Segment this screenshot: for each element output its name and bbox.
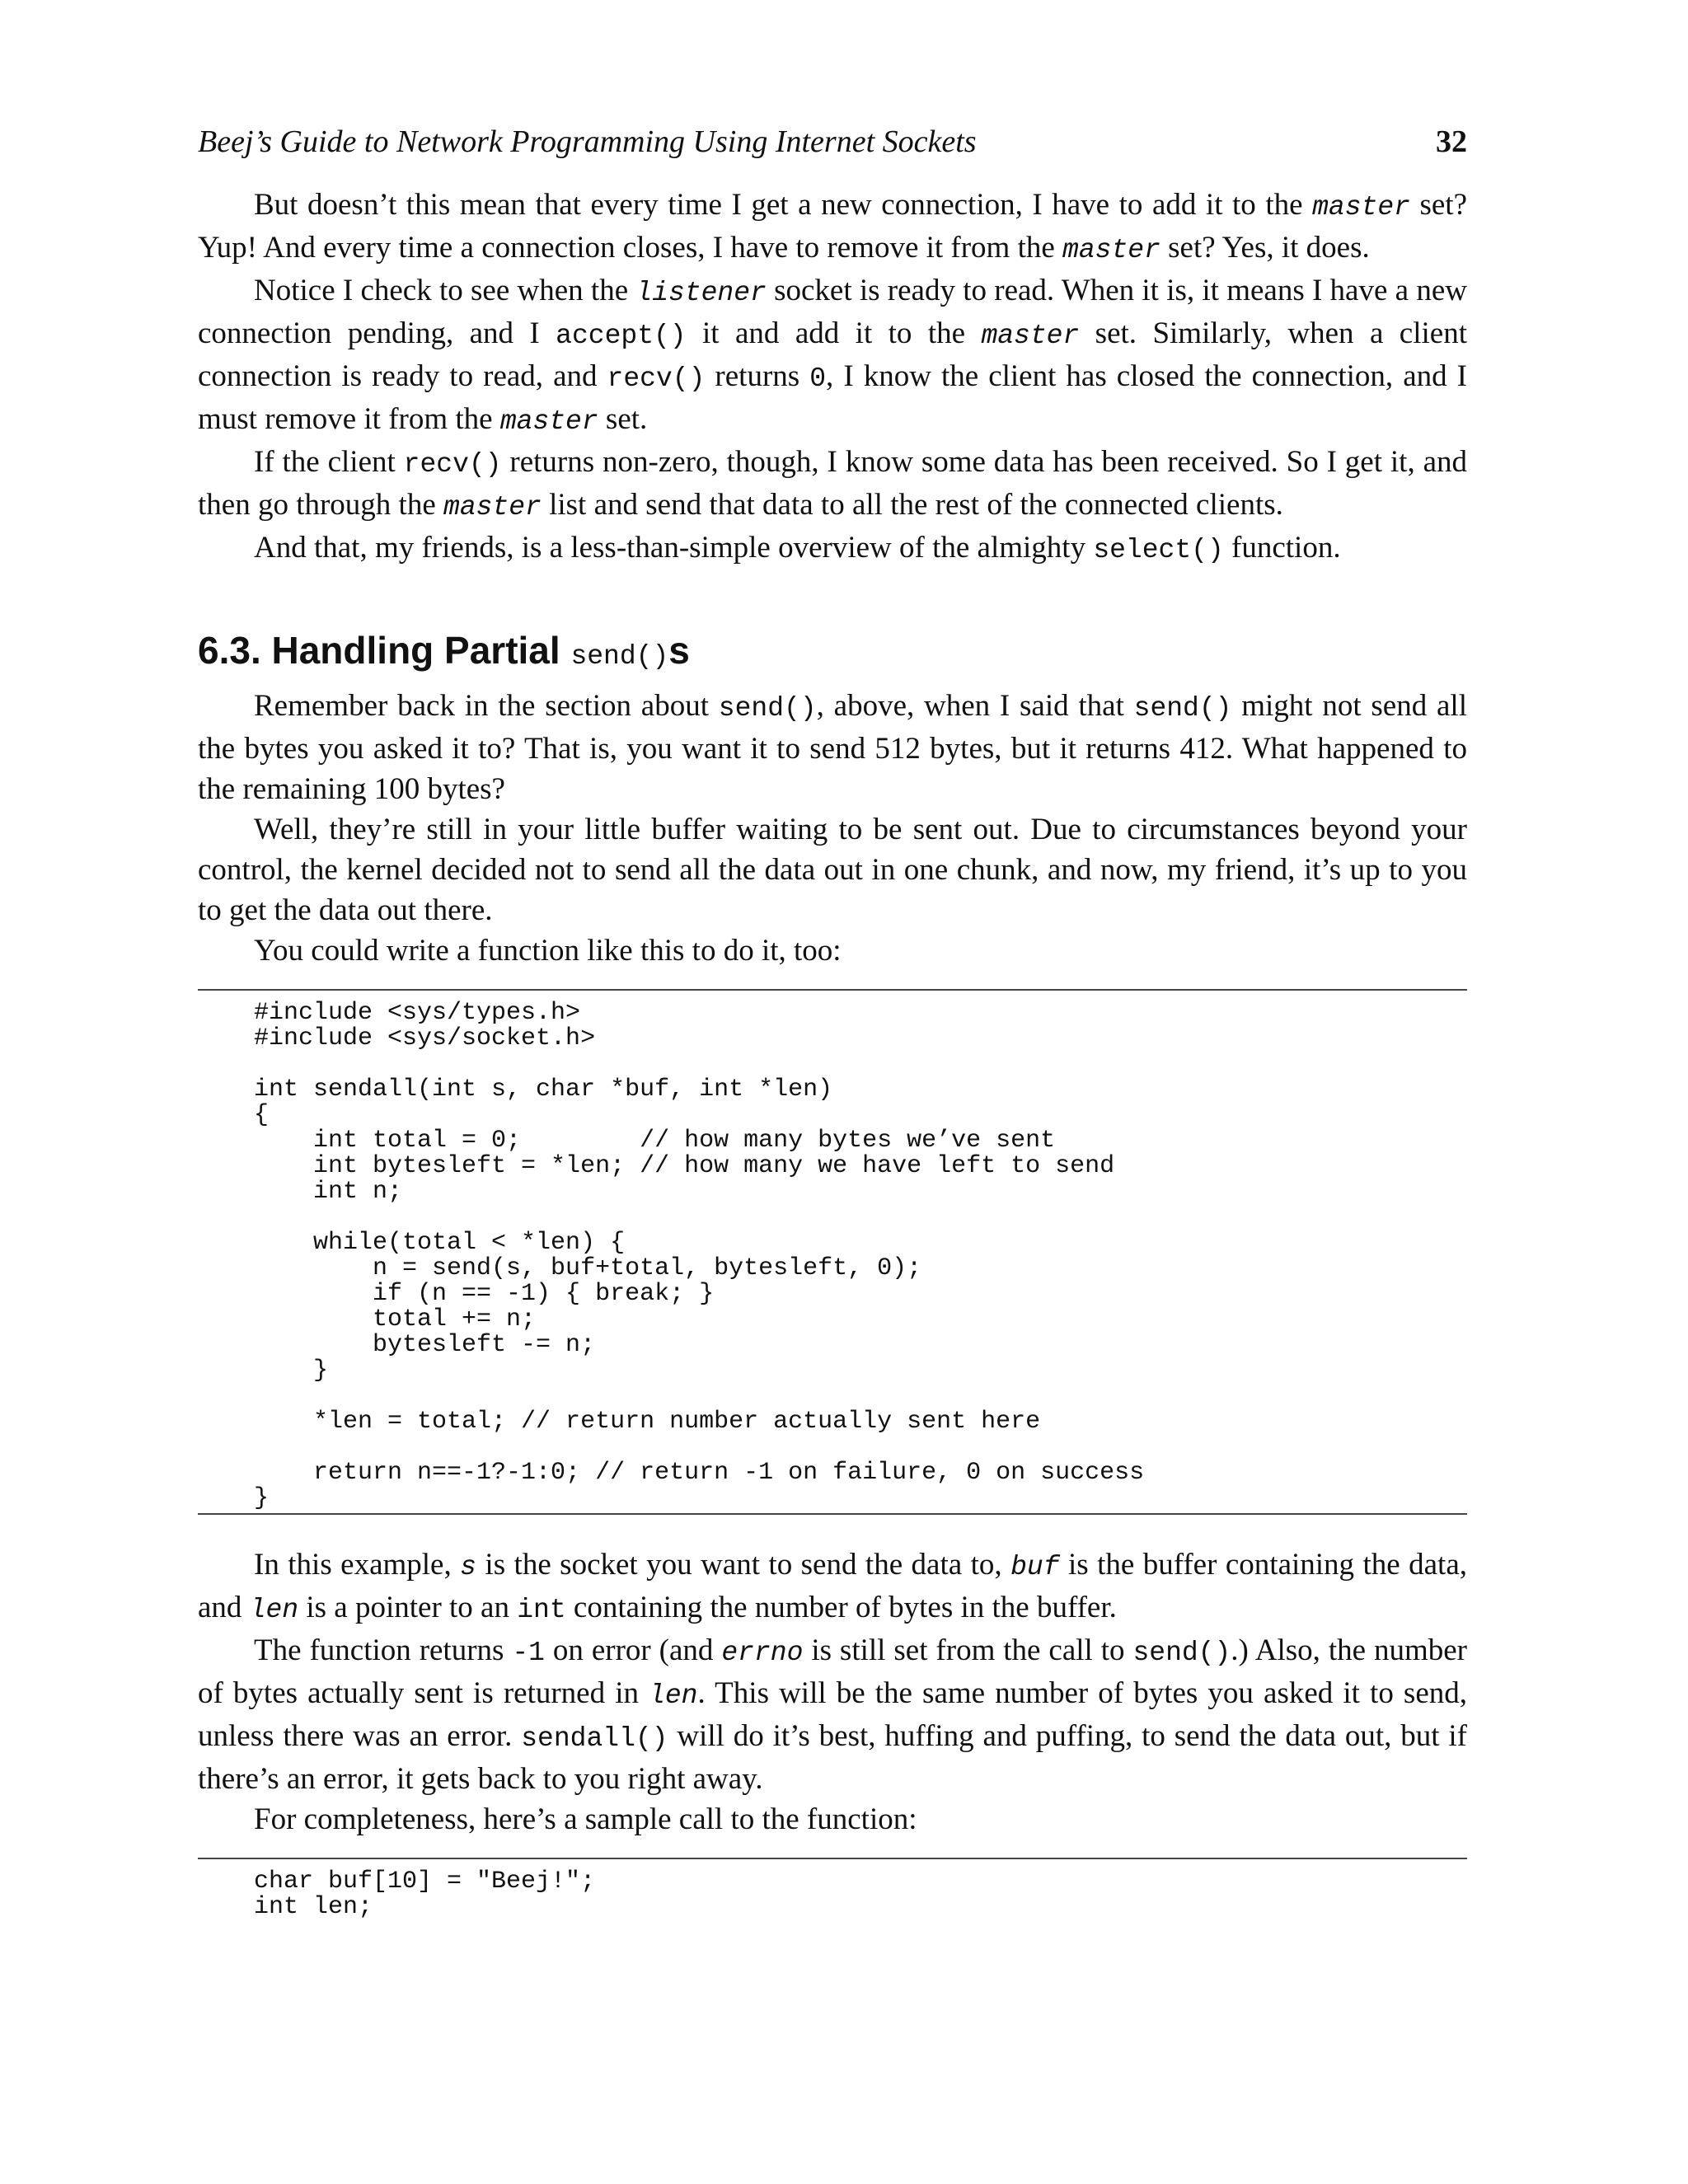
inline-code: 0 [809, 363, 827, 394]
heading-code: send() [570, 641, 669, 672]
inline-code: sendall() [521, 1723, 668, 1754]
paragraph-function-intro: You could write a function like this to do it, too: [254, 934, 842, 968]
code-block: #include <sys/types.h> #include <sys/socket.h> int sendall(int s, char *buf, int *len) { int total = 0; // how many bytes we’ve sent int bytesleft = *len; // how many we have left to send int n; while(total < *len) { n = send(s, buf+total, bytesleft, 0); if (n == -1) { break; } total += n; bytesleft -= n; } *len = total; // return number actually sent here return n==-1?-1:0; // return -1 on failure, 0 on success } [254, 999, 1145, 1512]
inline-code: master [499, 406, 598, 437]
paragraph-select-overview: And that, my friends, is a less-than-simple overview of the almighty select() function. [254, 531, 1341, 565]
inline-code: send() [1133, 693, 1232, 724]
inline-code: recv() [403, 449, 502, 480]
running-header [198, 124, 1467, 171]
paragraph-recv-nonzero: If the client recv() returns non-zero, though, I know some data has been received. So I get it, and then go through the master list and send that data to all the rest of the connected clients. [198, 445, 1467, 523]
paragraph-partial-send: Remember back in the section about send(), above, when I said that send() might not send all the bytes you asked it to? That is, you want it to send 512 bytes, but it returns 412. What happened to the remaining 100 bytes? [198, 689, 1467, 806]
inline-code: recv() [607, 363, 706, 394]
inline-code: send() [1132, 1638, 1231, 1668]
code-listing-sample-call [198, 1858, 1467, 1920]
inline-code: s [460, 1552, 476, 1582]
inline-code: len [649, 1680, 698, 1711]
document-body [198, 185, 1467, 1920]
page-number: 32 [1436, 124, 1467, 159]
inline-code: send() [718, 693, 817, 724]
inline-code: accept() [556, 321, 687, 351]
paragraph-master-set: But doesn’t this mean that every time I get a new connection, I have to add it to the master set? Yup! And every time a connection closes, I have to remove it from the master set? Yes, it does. [198, 188, 1468, 265]
inline-code: buf [1010, 1552, 1060, 1582]
inline-code: master [1312, 192, 1410, 223]
inline-code: errno [721, 1638, 804, 1668]
inline-code: master [1062, 235, 1160, 265]
running-header-title: Beej’s Guide to Network Programming Using Internet Sockets [198, 124, 977, 159]
paragraph-listener: Notice I check to see when the listener socket is ready to read. When it is, it means I have a new connection pending, and I accept() it and add it to the master set. Similarly, when a client connection is ready to read, and recv() returns 0, I know the client has closed the connection, and I must remove it from the master set. [198, 274, 1468, 437]
inline-code: master [443, 492, 542, 523]
section-heading: 6.3. Handling Partial send()s [198, 629, 690, 672]
paragraph-example-args: In this example, s is the socket you want to send the data to, buf is the buffer containing the data, and len is a pointer to an int containing the number of bytes in the buffer. [198, 1548, 1467, 1625]
code-listing-sendall [198, 989, 1467, 1515]
inline-code: master [981, 321, 1080, 351]
inline-code: select() [1093, 535, 1224, 565]
inline-code: len [249, 1595, 299, 1625]
paragraph-sample-call: For completeness, here’s a sample call to the function: [254, 1802, 917, 1836]
paragraph-return-value: The function returns -1 on error (and errno is still set from the call to send().) Also, the number of bytes actually sent is returned in len. This will be the same number of bytes you asked it to send, unless there was an error. sendall() will do it’s best, huffing and puffing, to send the data out, but if there’s an error, it gets back to you right away. [198, 1633, 1468, 1796]
code-block: char buf[10] = "Beej!"; int len; [254, 1868, 596, 1921]
inline-code: listener [635, 278, 767, 308]
inline-code: -1 [512, 1638, 545, 1668]
inline-code: int [517, 1595, 566, 1625]
paragraph-buffer: Well, they’re still in your little buffer waiting to be sent out. Due to circumstances beyond your control, the kernel decided not to send all the data out in one chunk, and now, my friend, it’s up to you to get the data out there. [198, 813, 1467, 927]
document-page [198, 124, 1467, 1920]
